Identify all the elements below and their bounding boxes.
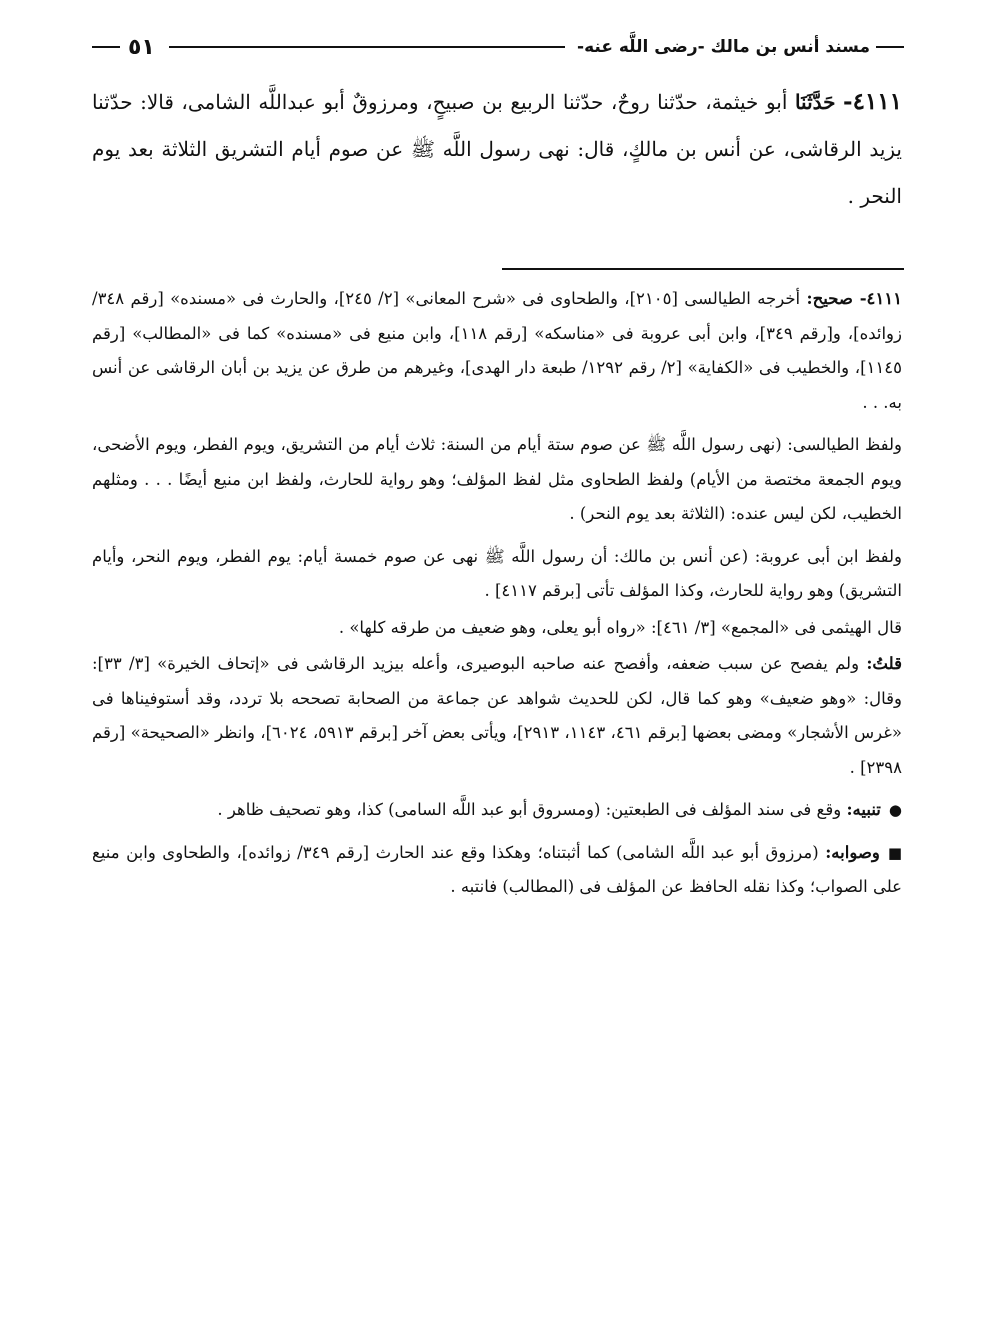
- ibn-abi-aruba-paragraph: ولفظ ابن أبى عروبة: (عن أنس بن مالك: أن رسول اللَّه ﷺ نهى عن صوم خمسة أيام: يوم الفطر، ويوم النحر، وأيام التشريق) وهو رواية للحارث، وكذا المؤلف تأتى [برقم ٤١١٧] .: [92, 546, 902, 600]
- header-dash: [876, 46, 904, 48]
- sawabuh-text: (مرزوق أبو عبد اللَّه الشامى) كما أثبتناه؛ وهكذا وقع عند الحارث [رقم ٣٤٩/ زوائده]، والطحاوى وابن منيع على الصواب؛ وكذا نقله الحافظ عن المؤلف فى (المطالب) فانتبه .: [92, 842, 902, 896]
- tanbih-label: تنبيه:: [846, 800, 881, 819]
- takhrij-text: أخرجه الطيالسى [٢١٠٥]، والطحاوى فى «شرح المعانى» [٢/ ٢٤٥]، والحارث فى «مسنده» [رقم ٣٤٨/ زوائده]، و[رقم ٣٤٩]، وابن أبى عروبة فى «مناسكه» [رقم ١١٨]، وابن منيع فى «مسنده» كما فى «المطالب» [رقم ١١٤٥]، والخطيب فى «الكفاية» [٢/ رقم ١٢٩٢/ طبعة دار الهدى]، وغيرهم من طرق عن يزيد بن أبان الرقاشى عن أنس به. . .: [92, 289, 902, 412]
- header-dash: [92, 46, 120, 48]
- hadith-text: [92, 78, 902, 220]
- tanbih-paragraph: [92, 793, 902, 828]
- qultu-paragraph: [92, 647, 902, 785]
- tayalisi-paragraph: ولفظ الطيالسى: (نهى رسول اللَّه ﷺ عن صوم ستة أيام من السنة: ثلاث أيام من التشريق، ويوم الفطر، ويوم الأضحى، ويوم الجمعة مختصة من الأيام) ولفظ الطحاوى مثل لفظ المؤلف؛ وهو رواية للحارث، ولفظ ابن منيع أيضًا . . . ومثلهم الخطيب، لكن ليس عنده: (الثلاثة بعد يوم النحر) .: [92, 435, 902, 523]
- sawabuh-paragraph: [92, 836, 902, 905]
- footnote-separator: [502, 268, 904, 270]
- hadith-body: أبو خيثمة، حدّثنا روحٌ، حدّثنا الربيع بن صبيحٍ، ومرزوقٌ أبو عبداللَّه الشامى، قالا: حدّثنا يزيد الرقاشى، عن أنس بن مالكٍ، قال: نهى رسول اللَّه ﷺ عن صوم أيام التشريق الثلاثة بعد يوم النحر .: [92, 90, 902, 208]
- running-title: مسند أنس بن مالك -رضى اللَّه عنه-: [577, 37, 870, 57]
- hadith-dash: -: [843, 88, 853, 115]
- page-header: [92, 30, 904, 64]
- tanbih-text: وقع فى سند المؤلف فى الطبعتين: (ومسروق أبو عبد اللَّه السامى) كذا، وهو تصحيف ظاهر .: [217, 800, 842, 819]
- header-rule: [169, 46, 565, 48]
- page-number: ٥١: [128, 34, 155, 60]
- takhrij-paragraph: [92, 282, 902, 420]
- square-bullet-icon: ■: [887, 843, 903, 862]
- hadith-number: ٤١١١: [852, 88, 902, 115]
- circle-bullet-icon: ●: [888, 801, 902, 819]
- hadith-opening-word: حَدَّثَنَا: [794, 90, 836, 114]
- footnotes: [92, 282, 902, 913]
- qultu-label: قلتُ:: [866, 654, 902, 673]
- haythami-paragraph: قال الهيثمى فى «المجمع» [٣/ ٤٦١]: «رواه أبو يعلى، وهو ضعيف من طرقه كلها» .: [338, 617, 902, 637]
- takhrij-label: ٤١١١- صحيح:: [806, 289, 902, 308]
- qultu-text: ولم يفصح عن سبب ضعفه، وأفصح عنه صاحبه البوصيرى، وأعله بيزيد الرقاشى فى «إتحاف الخيرة» [٣/ ٣٣]: وقال: «وهو ضعيف» وهو كما قال، لكن للحديث شواهد عن جماعة من الصحابة تصححه بلا تردد، وقد أستوفيناها فى «غرس الأشجار» ومضى بعضها [برقم ٤٦١، ١١٤٣، ٢٩١٣]، ويأتى بعض آخر [برقم ٥٩١٣، ٦٠٢٤]، وانظر «الصحيحة» [رقم ٢٣٩٨] .: [92, 654, 902, 777]
- sawabuh-label: وصوابه:: [825, 842, 880, 862]
